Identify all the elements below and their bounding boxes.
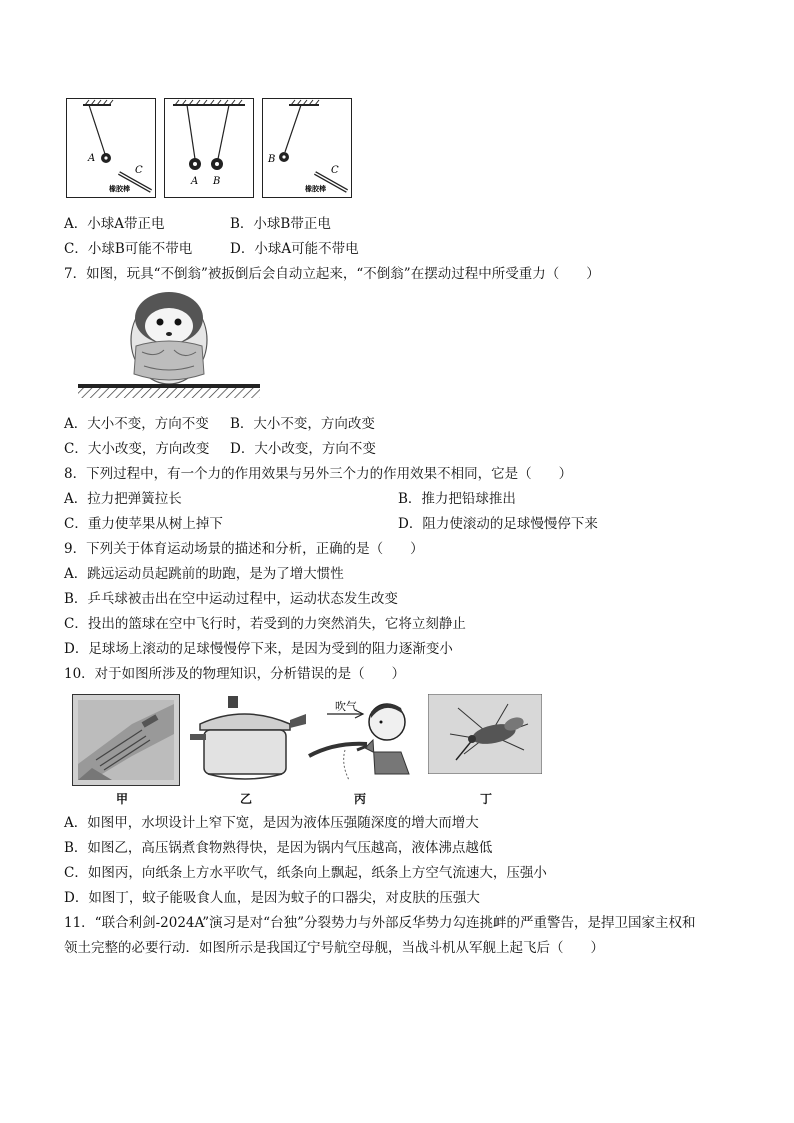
q10-image-jia [72, 694, 180, 786]
q10-stem: 10．对于如图所涉及的物理知识，分析错误的是（ ） [64, 666, 406, 682]
q6-figure-2-drawing [165, 99, 252, 196]
q7-option-a: A．大小不变，方向不变 [64, 416, 209, 432]
q10-caption-bing: 丙 [353, 792, 366, 806]
q6-figure-2 [164, 98, 254, 198]
q7-option-c: C．大小改变，方向改变 [64, 441, 210, 457]
q6-fig3-label-c: C [331, 165, 339, 176]
q11-stem-line1: 11．“联合利剑-2024A”演习是对“台独”分裂势力与外部反华势力勾连挑衅的严重警告，是捍卫国家主权和 [64, 915, 696, 931]
q6-fig2-label-a: A [191, 176, 199, 187]
q6-option-d: D．小球A可能不带电 [230, 241, 359, 257]
q7-option-b: B．大小不变，方向改变 [230, 416, 375, 432]
q9-stem: 9．下列关于体育运动场景的描述和分析，正确的是（ ） [64, 541, 424, 557]
q7-tumbler-image [64, 288, 264, 403]
q6-option-a: A．小球A带正电 [64, 216, 165, 232]
q6-figure-1 [66, 98, 156, 198]
q6-figure-3-drawing [263, 99, 350, 196]
q9-option-d: D．足球场上滚动的足球慢慢停下来，是因为受到的阻力逐渐变小 [64, 641, 453, 657]
q6-fig1-label-a: A [88, 153, 96, 164]
q6-fig3-rod-text: 橡胶棒 [305, 184, 326, 193]
q10-caption-yi: 乙 [239, 792, 252, 806]
q6-option-b: B．小球B带正电 [230, 216, 331, 232]
q6-fig2-label-b: B [213, 176, 221, 187]
q8-option-d: D．阻力使滚动的足球慢慢停下来 [398, 516, 598, 532]
q7-option-d: D．大小改变，方向不变 [230, 441, 376, 457]
q7-stem: 7．如图，玩具“不倒翁”被扳倒后会自动立起来，“不倒翁”在摆动过程中所受重力（ ） [64, 266, 600, 282]
q6-option-c: C．小球B可能不带电 [64, 241, 193, 257]
q6-fig1-label-c: C [135, 165, 143, 176]
q11-stem-line2: 领土完整的必要行动．如图所示是我国辽宁号航空母舰，当战斗机从军舰上起飞后（ ） [64, 940, 604, 956]
q10-option-d: D．如图丁，蚊子能吸食人血，是因为蚊子的口器尖，对皮肤的压强大 [64, 890, 480, 906]
q9-option-b: B．乒乓球被击出在空中运动过程中，运动状态发生改变 [64, 591, 398, 607]
q8-stem: 8．下列过程中，有一个力的作用效果与另外三个力的作用效果不相同，它是（ ） [64, 466, 573, 482]
q6-figure-1-drawing [67, 99, 154, 196]
q6-fig1-rod-text: 橡胶棒 [109, 184, 130, 193]
q10-caption-jia: 甲 [115, 792, 128, 806]
q10-image-yi [190, 694, 308, 786]
q10-blow-label: 吹气 [335, 700, 357, 713]
q8-option-b: B．推力把铅球推出 [398, 491, 516, 507]
q10-image-bing [305, 694, 425, 786]
q10-caption-ding: 丁 [479, 792, 492, 806]
q10-image-ding [428, 694, 542, 774]
q10-option-c: C．如图丙，向纸条上方水平吹气，纸条向上飘起，纸条上方空气流速大，压强小 [64, 865, 547, 881]
q9-option-c: C．投出的篮球在空中飞行时，若受到的力突然消失，它将立刻静止 [64, 616, 466, 632]
q9-option-a: A．跳远运动员起跳前的助跑，是为了增大惯性 [64, 566, 344, 582]
q10-option-a: A．如图甲，水坝设计上窄下宽，是因为液体压强随深度的增大而增大 [64, 815, 479, 831]
q10-option-b: B．如图乙，高压锅煮食物熟得快，是因为锅内气压越高，液体沸点越低 [64, 840, 493, 856]
q6-figure-3 [262, 98, 352, 198]
q8-option-a: A．拉力把弹簧拉长 [64, 491, 182, 507]
q6-fig3-label-b: B [268, 154, 276, 165]
q8-option-c: C．重力使苹果从树上掉下 [64, 516, 223, 532]
